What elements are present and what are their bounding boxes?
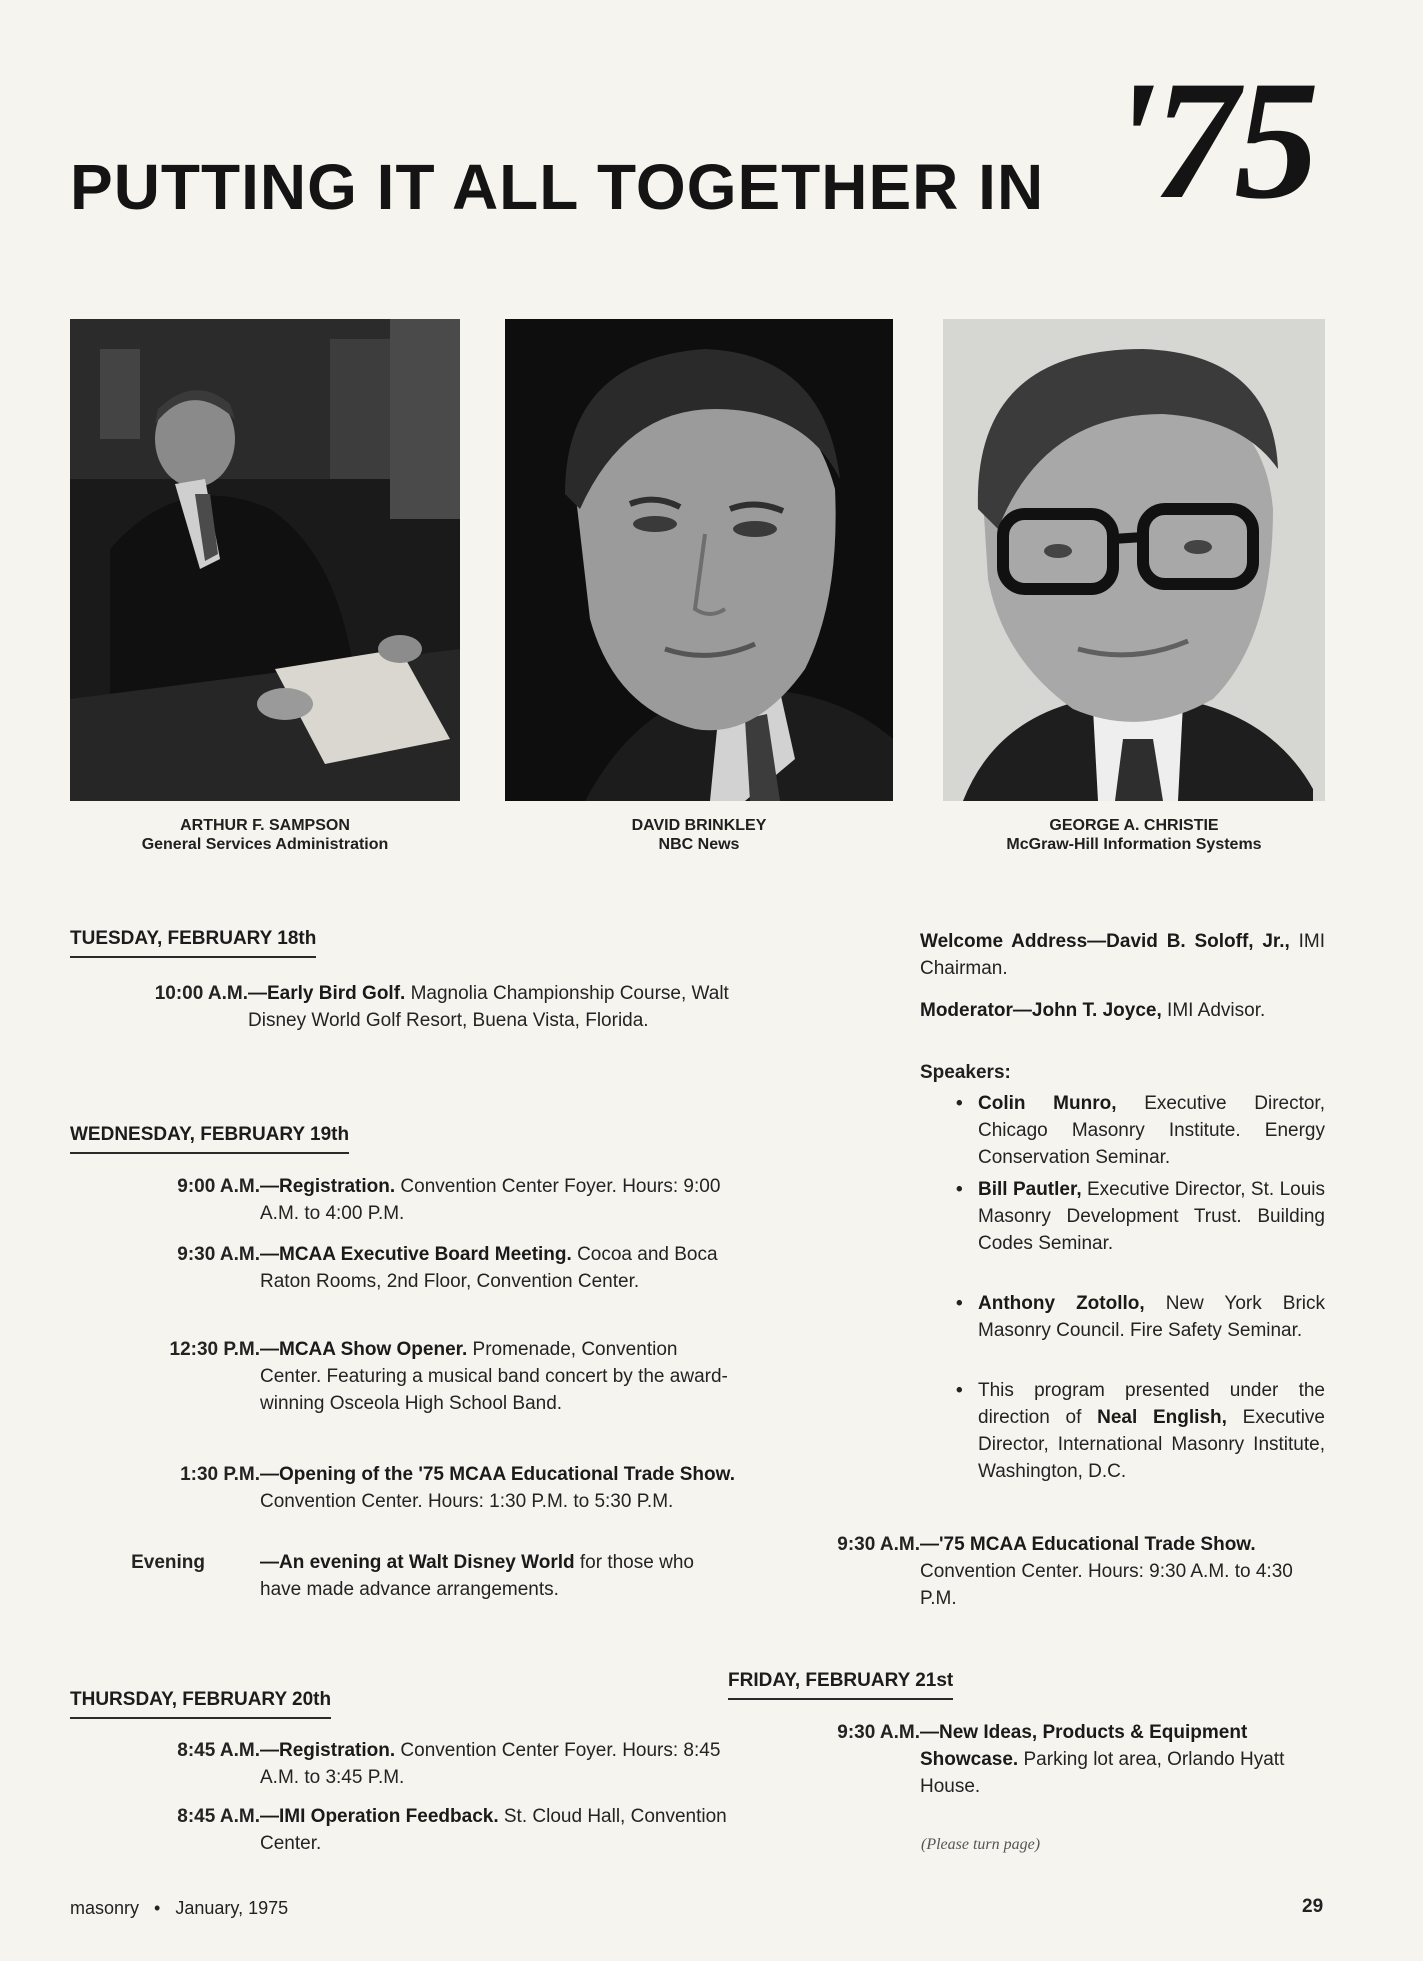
caption-name: GEORGE A. CHRISTIE xyxy=(1049,817,1219,834)
speaker-item xyxy=(956,1377,1325,1485)
entry-text: St. Cloud Hall, Convention Center. xyxy=(260,1806,727,1854)
entry-text: Convention Center. Hours: 1:30 P.M. to 5:30 P.M. xyxy=(260,1491,674,1512)
speaker-item xyxy=(956,1290,1326,1344)
speakers-label: Speakers: xyxy=(920,1062,1011,1083)
speaker-detail: New York Brick Masonry Council. Fire Safety Seminar. xyxy=(978,1293,1326,1341)
speaker-item xyxy=(956,1090,1325,1171)
bullet-icon: • xyxy=(956,1293,963,1314)
photo-david-brinkley xyxy=(505,319,893,801)
moderator-role: IMI Advisor. xyxy=(1161,1000,1266,1021)
caption-name: DAVID BRINKLEY xyxy=(631,817,767,834)
entry-time: Evening xyxy=(131,1552,205,1573)
entry-time: 1:30 P.M. xyxy=(180,1464,260,1485)
entry-text: Convention Center. Hours: 9:30 A.M. to 4:30 P.M. xyxy=(920,1561,1293,1609)
entry-description xyxy=(260,1241,740,1295)
turn-page-note: (Please turn page) xyxy=(921,1836,1041,1853)
welcome-address xyxy=(920,928,1325,982)
thursday-heading: THURSDAY, FEBRUARY 20th xyxy=(70,1689,331,1719)
bullet-icon: • xyxy=(956,1380,963,1401)
bullet-icon: • xyxy=(956,1179,963,1200)
entry-text: Convention Center Foyer. Hours: 9:00 A.M. to 4:00 P.M. xyxy=(260,1176,721,1224)
entry-time: 10:00 A.M. xyxy=(154,983,248,1004)
caption-affiliation: NBC News xyxy=(658,836,740,853)
entry-title: —MCAA Show Opener. xyxy=(260,1339,468,1360)
entry-title: —Registration. xyxy=(260,1740,396,1761)
caption-george-christie xyxy=(943,816,1325,854)
entry-time: 8:45 A.M. xyxy=(177,1806,260,1827)
entry-text: Parking lot area, Orlando Hyatt House. xyxy=(920,1749,1285,1797)
entry-title: —'75 MCAA Educational Trade Show. xyxy=(920,1534,1256,1555)
photo-george-christie xyxy=(943,319,1325,801)
entry-title: —IMI Operation Feedback. xyxy=(260,1806,499,1827)
entry-description xyxy=(260,1173,740,1227)
entry-title: —Early Bird Golf. xyxy=(248,983,406,1004)
entry-text: for those who have made advance arrangements. xyxy=(260,1552,694,1600)
speaker-item xyxy=(956,1176,1325,1257)
entry-text: Magnolia Championship Course, Walt Disney World Golf Resort, Buena Vista, Florida. xyxy=(248,983,729,1031)
entry-title: —MCAA Executive Board Meeting. xyxy=(260,1244,572,1265)
entry-time: 9:30 A.M. xyxy=(177,1244,260,1265)
footer-bullet: • xyxy=(154,1898,161,1918)
page-number: 29 xyxy=(1302,1896,1324,1917)
footer-date: January, 1975 xyxy=(175,1898,289,1918)
footer-publication xyxy=(70,1898,288,1919)
footer-magazine: masonry xyxy=(70,1898,140,1918)
entry-title: —New Ideas, Products & Equipment Showcase. xyxy=(920,1722,1248,1770)
entry-title: —Opening of the '75 MCAA Educational Trade Show. xyxy=(260,1464,735,1485)
entry-time: 9:30 A.M. xyxy=(837,1534,920,1555)
entry-text: Promenade, Convention Center. Featuring a musical band concert by the award-winning Osceola High School Band. xyxy=(260,1339,728,1414)
entry-description xyxy=(260,1803,740,1857)
entry-description xyxy=(920,1531,1325,1612)
speaker-pre: This program presented under the direction of xyxy=(978,1380,1325,1428)
caption-arthur-sampson xyxy=(70,816,460,854)
speaker-name: Neal English, xyxy=(1097,1407,1227,1428)
speaker-name: Bill Pautler, xyxy=(978,1179,1082,1200)
entry-time: 8:45 A.M. xyxy=(177,1740,260,1761)
caption-affiliation: McGraw-Hill Information Systems xyxy=(1006,836,1262,853)
entry-description xyxy=(260,1549,740,1603)
speaker-detail: Executive Director, St. Louis Masonry Development Trust. Building Codes Seminar. xyxy=(978,1179,1325,1254)
welcome-speaker: Welcome Address—David B. Soloff, Jr., xyxy=(920,931,1290,952)
moderator xyxy=(920,997,1325,1024)
entry-title: —Registration. xyxy=(260,1176,396,1197)
speaker-detail: Executive Director, International Masonry Institute, Washington, D.C. xyxy=(978,1407,1325,1482)
page-title: PUTTING IT ALL TOGETHER IN xyxy=(70,151,1045,223)
friday-heading: FRIDAY, FEBRUARY 21st xyxy=(728,1670,953,1700)
welcome-role: IMI Chairman. xyxy=(920,931,1325,979)
entry-text: Convention Center Foyer. Hours: 8:45 A.M. to 3:45 P.M. xyxy=(260,1740,721,1788)
moderator-name: Moderator—John T. Joyce, xyxy=(920,1000,1162,1021)
entry-description xyxy=(260,1461,740,1515)
entry-description xyxy=(920,1719,1325,1800)
caption-david-brinkley xyxy=(505,816,893,854)
speaker-name: Anthony Zotollo, xyxy=(978,1293,1145,1314)
bullet-icon: • xyxy=(956,1093,963,1114)
entry-description xyxy=(248,980,738,1034)
caption-affiliation: General Services Administration xyxy=(141,836,389,853)
entry-description xyxy=(260,1737,740,1791)
wednesday-heading: WEDNESDAY, FEBRUARY 19th xyxy=(70,1124,349,1154)
caption-name: ARTHUR F. SAMPSON xyxy=(180,817,350,834)
entry-title: —An evening at Walt Disney World xyxy=(260,1552,575,1573)
entry-time: 9:30 A.M. xyxy=(837,1722,920,1743)
speaker-name: Colin Munro, xyxy=(978,1093,1117,1114)
entry-time: 9:00 A.M. xyxy=(177,1176,260,1197)
entry-description xyxy=(260,1336,740,1417)
photo-arthur-sampson xyxy=(70,319,460,801)
speaker-detail: Executive Director, Chicago Masonry Institute. Energy Conservation Seminar. xyxy=(978,1093,1325,1168)
entry-time: 12:30 P.M. xyxy=(169,1339,260,1360)
tuesday-heading: TUESDAY, FEBRUARY 18th xyxy=(70,928,316,958)
entry-text: Cocoa and Boca Raton Rooms, 2nd Floor, Convention Center. xyxy=(260,1244,718,1292)
page-title-year: '75 xyxy=(1110,46,1316,234)
